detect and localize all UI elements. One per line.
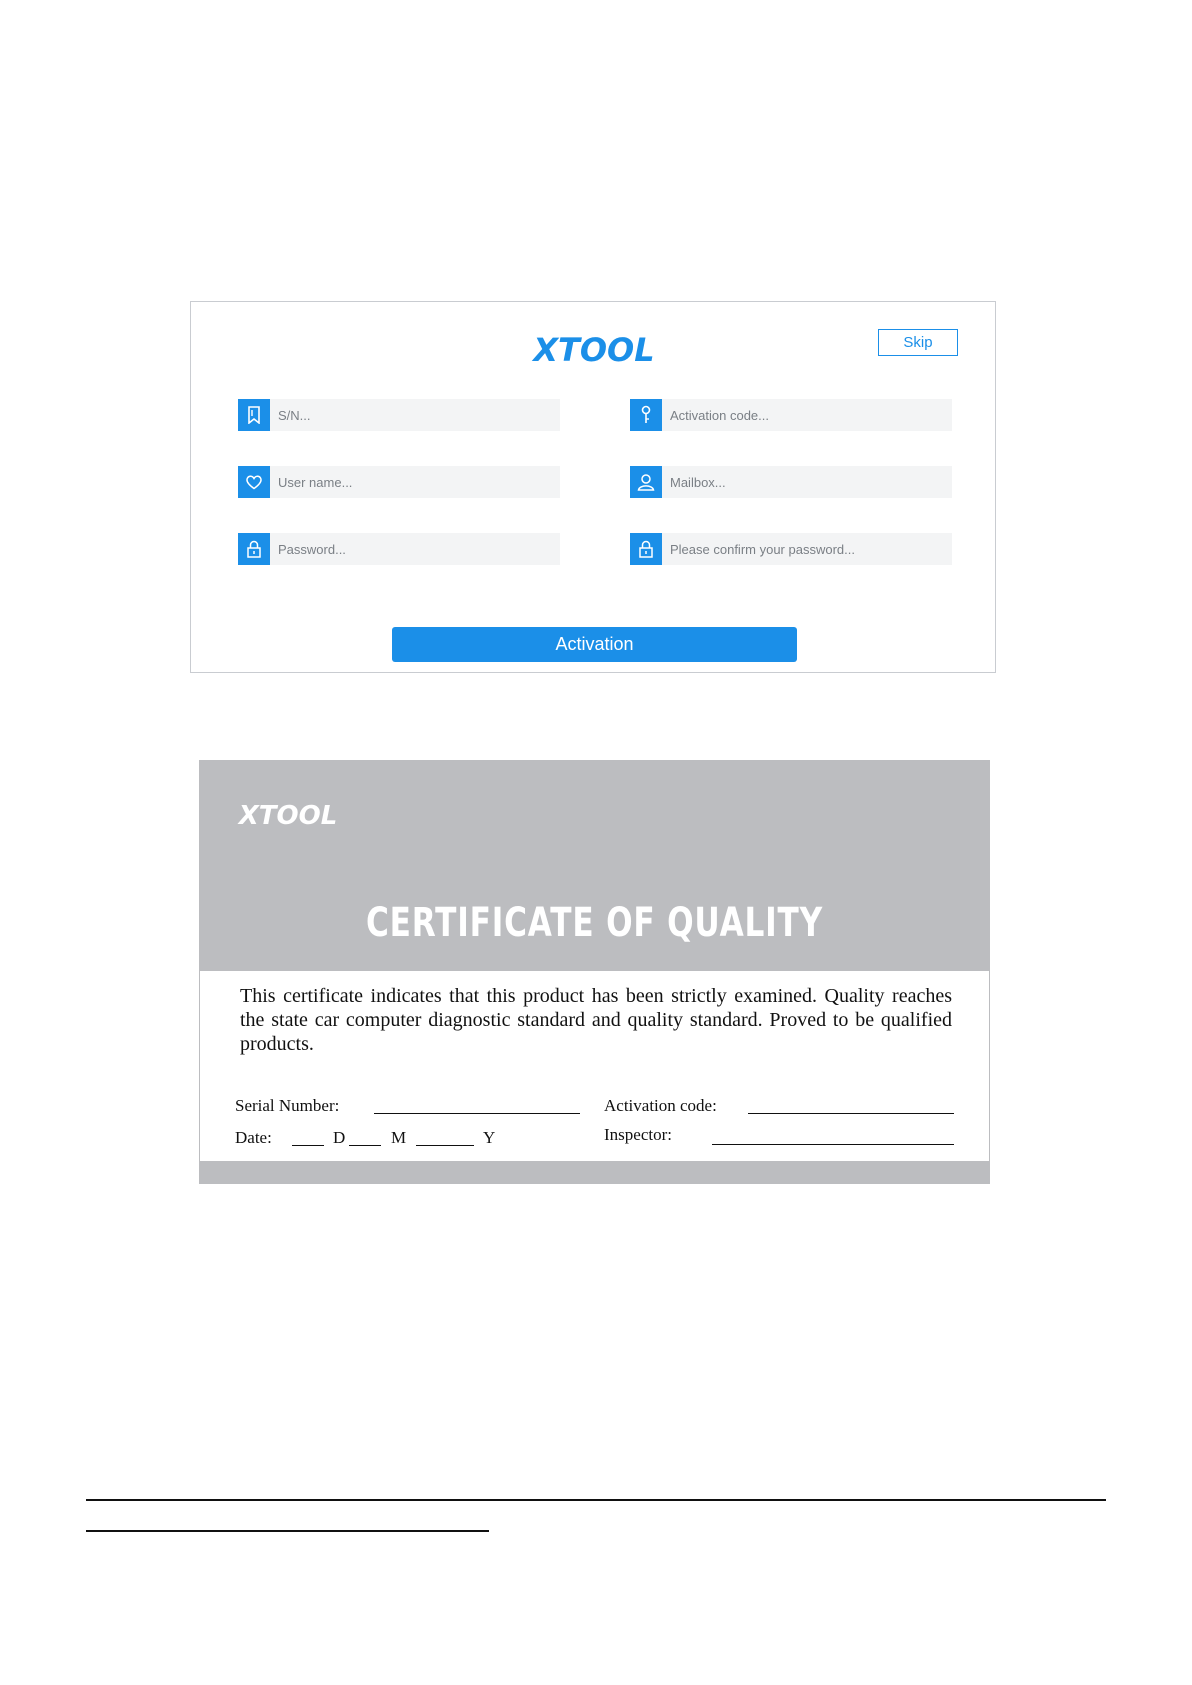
serial-number-label: Serial Number: — [235, 1096, 340, 1115]
mailbox-input[interactable] — [630, 466, 952, 498]
lock-icon — [238, 533, 270, 565]
xtool-logo — [233, 798, 343, 830]
certificate-statement: This certificate indicates that this product has been strictly examined. Quality reaches the state car computer diagnostic standard and quality standard. Proved to be qualified products. — [240, 985, 952, 1055]
horizontal-rule — [86, 1499, 1106, 1501]
year-line — [416, 1145, 474, 1146]
heart-icon — [238, 466, 270, 498]
key-icon — [630, 399, 662, 431]
day-line — [292, 1145, 324, 1146]
bookmark-icon — [238, 399, 270, 431]
activation-button[interactable]: Activation — [392, 627, 797, 662]
day-label: D — [333, 1128, 346, 1147]
inspector-label: Inspector: — [604, 1125, 672, 1144]
lock-icon — [630, 533, 662, 565]
activation-code-input[interactable] — [630, 399, 952, 431]
certificate-body — [200, 971, 989, 1161]
confirm-password-input[interactable] — [630, 533, 952, 565]
user-icon — [630, 466, 662, 498]
serial-number-line — [374, 1113, 580, 1114]
quality-certificate — [199, 760, 990, 1184]
user-name-input[interactable] — [238, 466, 560, 498]
month-line — [349, 1145, 381, 1146]
sn-input[interactable] — [238, 399, 560, 431]
activation-panel — [190, 301, 996, 673]
svg-text:XTOOL: XTOOL — [533, 331, 655, 368]
activation-code-line — [748, 1113, 954, 1114]
year-label: Y — [483, 1128, 496, 1147]
svg-text:XTOOL: XTOOL — [238, 801, 338, 830]
user-name-placeholder: User name... — [278, 474, 353, 490]
mailbox-placeholder: Mailbox... — [670, 474, 726, 490]
inspector-line — [712, 1144, 954, 1145]
activation-code-label: Activation code: — [604, 1096, 717, 1115]
confirm-password-placeholder: Please confirm your password... — [670, 541, 855, 557]
certificate-title: CERTIFICATE OF QUALITY — [365, 900, 823, 946]
password-input[interactable] — [238, 533, 560, 565]
sn-placeholder: S/N... — [278, 407, 311, 423]
password-placeholder: Password... — [278, 541, 346, 557]
horizontal-rule — [86, 1530, 489, 1532]
month-label: M — [391, 1128, 407, 1147]
date-label: Date: — [235, 1128, 272, 1147]
xtool-logo — [523, 330, 665, 368]
skip-button[interactable]: Skip — [878, 329, 958, 356]
activation-code-placeholder: Activation code... — [670, 407, 769, 423]
